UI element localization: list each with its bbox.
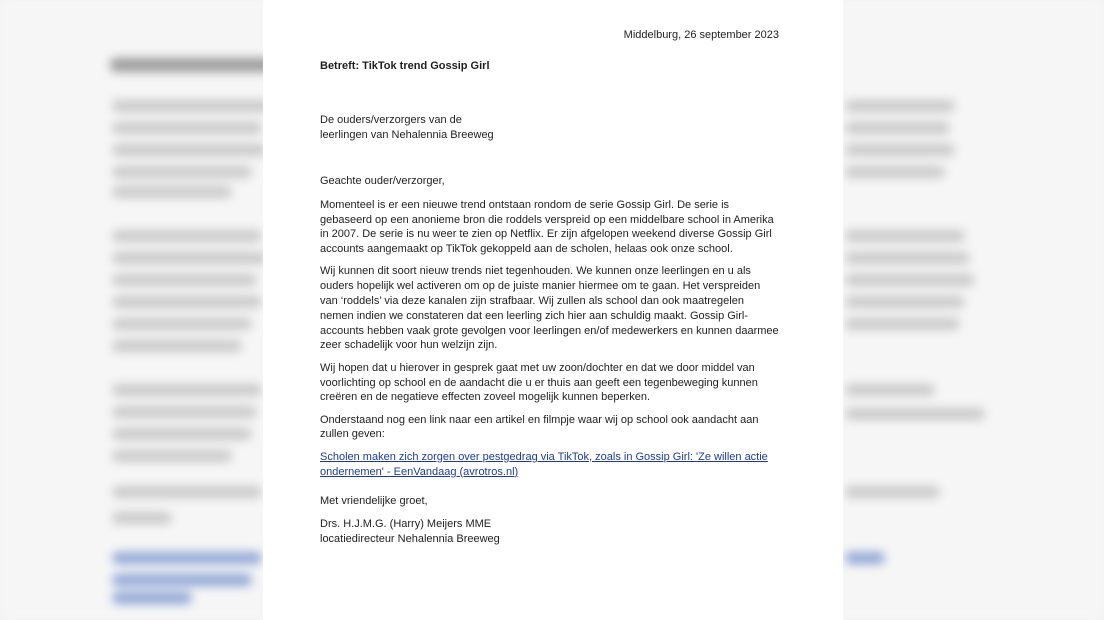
background-text-line [112,428,252,440]
background-text-line [112,318,252,330]
background-text-line [112,166,252,178]
background-text-line [845,252,970,264]
background-text-line [112,406,257,418]
background-text-line [845,122,950,134]
body-paragraph-3: Wij hopen dat u hierover in gesprek gaat met uw zoon/dochter en dat we door middel van voorlichting op school en de aandacht die u er thuis aan geeft een tegenbeweging kunnen creëren en de negatieve effecten zoveel mogelijk kunnen beperken. [320,361,758,404]
closing-greeting: Met vriendelijke groet, [320,495,428,507]
letter-date: Middelburg, 26 september 2023 [623,29,779,41]
background-link-line [112,574,252,586]
background-text-line [112,486,262,498]
body-paragraph-1: Momenteel is er een nieuwe trend ontstaan rondom de serie Gossip Girl. De serie is gebaseerd op een anonieme bron die roddels verspreid op een middelbare school in Amerika in 2007. De serie is nu weer te zien op Netflix. Er zijn afgelopen weekend diverse Gossip Girl accounts aangemaakt op TikTok gekoppeld aan de scholen, helaas ook onze school. [320,198,774,256]
background-text-line [845,296,965,308]
background-text-line [845,100,955,112]
background-text-line [112,512,172,524]
background-link-line [845,552,885,564]
background-text-line [845,144,955,156]
background-text-line [112,230,262,242]
background-text-line [845,230,965,242]
background-text-line [845,274,975,286]
background-text-line [112,144,267,156]
background-text-line [112,122,262,134]
background-text-line [112,186,232,198]
background-text-line [112,296,262,308]
background-text-line [845,384,935,396]
background-text-line [845,408,985,420]
body-paragraph-2: Wij kunnen dit soort nieuw trends niet tegenhouden. We kunnen onze leerlingen en u als ouders hopelijk wel activeren om op de juiste manier hiermee om te gaan. Het verspreiden van ‘roddels’ via deze kanalen zijn strafbaar. Wij zullen als school dan ook maatregelen nemen indien we constateren dat een leerling zich hier aan schuldig maakt. Gossip Girl-accounts hebben vaak grote gevolgen voor leerlingen en/of medewerkers en kunnen daarmee zeer schadelijk voor hun welzijn zijn. [320,265,779,352]
background-text-line [112,252,267,264]
background-text-line [845,486,940,498]
background-text-line [112,450,232,462]
address-line-1: De ouders/verzorgers van de [320,114,462,126]
letter-subject: Betreft: TikTok trend Gossip Girl [320,60,490,72]
background-link-line [112,552,262,564]
background-text-line [112,384,262,396]
signature-block [320,517,500,547]
address-line-2: leerlingen van Nehalennia Breeweg [320,128,494,141]
background-text-line [112,100,272,112]
background-link-line [112,592,192,604]
background-text-line [112,274,257,286]
signer-name: Drs. H.J.M.G. (Harry) Meijers MME [320,518,492,530]
letter-body [320,174,780,487]
signer-title: locatiedirecteur Nehalennia Breeweg [320,532,500,545]
salutation: Geachte ouder/verzorger, [320,175,445,187]
background-text-line [845,318,960,330]
letter-page [263,0,843,620]
body-paragraph-4: Onderstaand nog een link naar een artikel en filmpje waar wij op school ook aandacht aan zullen geven: [320,413,759,441]
article-link[interactable]: Scholen maken zich zorgen over pestgedrag via TikTok, zoals in Gossip Girl: 'Ze willen actie ondernemen' - EenVandaag (avrotros.nl) [320,450,768,478]
recipient-address [320,113,494,143]
background-text-line [845,166,945,178]
background-text-line [112,340,242,352]
